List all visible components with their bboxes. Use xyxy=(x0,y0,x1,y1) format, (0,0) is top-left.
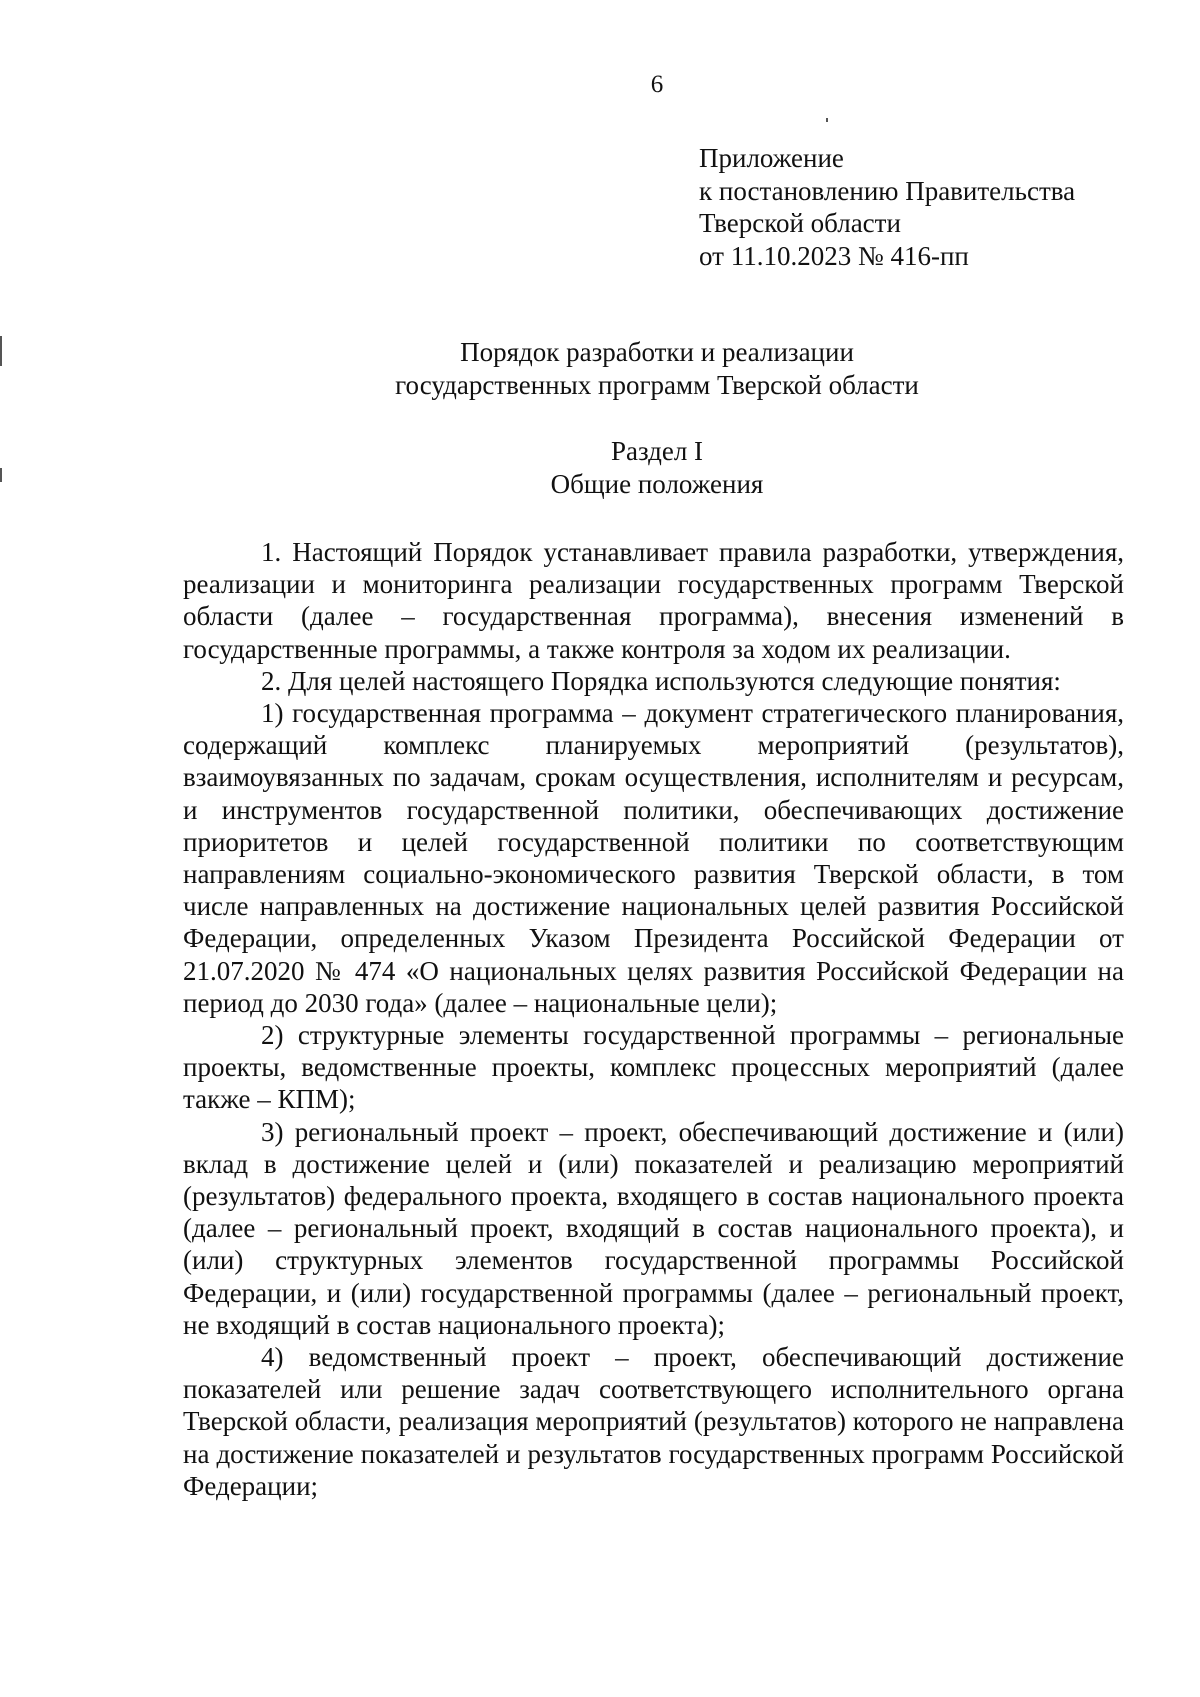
scan-artifact xyxy=(0,468,2,482)
scan-artifact xyxy=(0,336,2,366)
document-body xyxy=(183,536,1124,1502)
section-heading xyxy=(0,435,1200,500)
appendix-date-number: от 11.10.2023 № 416-пп xyxy=(699,240,969,271)
paragraph: 4) ведомственный проект – проект, обеспечивающий достижение показателей или решение задач соответствующего исполнительного органа Тверской области, реализация мероприятий (результатов) которого не направлена на достижение показателей и результатов государственных программ Российской Федерации; xyxy=(183,1342,1124,1501)
paragraph: 1) государственная программа – документ стратегического планирования, содержащий комплекс планируемых мероприятий (результатов), взаимоувязанных по задачам, срокам осуществления, исполнителям и ресурсам, и инструментов государственной политики, обеспечивающих достижение приоритетов и целей государственной политики по соответствующим направлениям социально-экономического развития Тверской области, в том числе направленных на достижение национальных целей развития Российской Федерации, определенных Указом Президента Российской Федерации от 21.07.2020 № 474 «О национальных целях развития Российской Федерации на период до 2030 года» (далее – национальные цели); xyxy=(183,698,1124,1018)
section-number: Раздел I xyxy=(610,436,704,466)
title-line: Порядок разработки и реализации xyxy=(460,337,854,367)
page-number: 6 xyxy=(650,71,664,98)
appendix-line: Приложение xyxy=(699,143,844,173)
document-title xyxy=(0,336,1200,401)
paragraph: 1. Настоящий Порядок устанавливает правила разработки, утверждения, реализации и мониторинга реализации государственных программ Тверской области (далее – государственная программа), внесения изменений в государственные программы, а также контроля за ходом их реализации. xyxy=(183,537,1124,664)
section-name: Общие положения xyxy=(550,468,764,499)
paragraph: 2) структурные элементы государственной программы – региональные проекты, ведомственные проекты, комплекс процессных мероприятий (далее также – КПМ); xyxy=(183,1020,1124,1115)
appendix-block xyxy=(699,142,1075,272)
title-line: государственных программ Тверской области xyxy=(395,369,919,400)
appendix-line: к постановлению Правительства xyxy=(699,175,1076,206)
appendix-line: Тверской области xyxy=(699,208,901,238)
scan-artifact xyxy=(826,118,828,122)
paragraph: 3) региональный проект – проект, обеспечивающий достижение и (или) вклад в достижение целей и (или) показателей и реализацию мероприятий (результатов) федерального проекта, входящего в состав национального проекта (далее – региональный проект, входящий в состав национального проекта), и (или) структурных элементов государственной программы Российской Федерации, и (или) государственной программы (далее – региональный проект, не входящий в состав национального проекта); xyxy=(183,1116,1124,1340)
paragraph: 2. Для целей настоящего Порядка используются следующие понятия: xyxy=(261,665,1061,696)
